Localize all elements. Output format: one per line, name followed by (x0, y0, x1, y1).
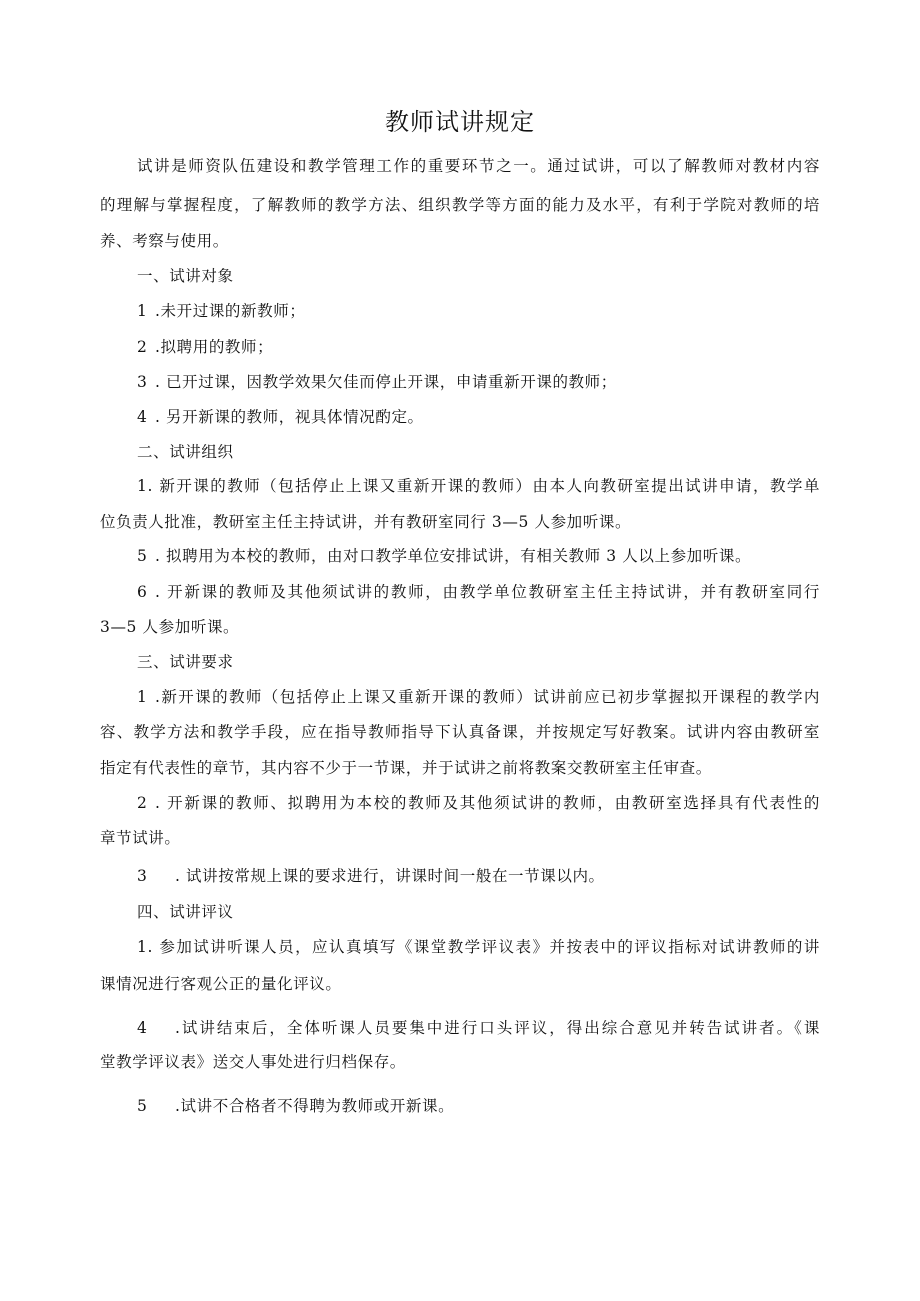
s3-item-1-line-2: 容、教学方法和教学手段，应在指导教师指导下认真备课，并按规定写好教案。试讲内容由教研室 (100, 723, 820, 741)
item-number: 1 (137, 688, 148, 706)
s2-item-3-line-2: 3—5 人参加听课。 (100, 618, 240, 636)
item-number: 6 (137, 583, 148, 601)
intro-line-1: 试讲是师资队伍建设和教学管理工作的重要环节之一。通过试讲，可以了解教师对教材内容 (137, 157, 820, 175)
item-text: . 开新课的教师及其他须试讲的教师，由教学单位教研室主任主持试讲，并有教研室同行 (155, 583, 820, 601)
s4-item-2-line-1 (137, 1016, 820, 1040)
s2-item-1-line-2: 位负责人批准，教研室主任主持试讲，并有教研室同行 3—5 人参加听课。 (100, 513, 632, 531)
item-text: .试讲结束后，全体听课人员要集中进行口头评议，得出综合意见并转告试讲者。《课 (175, 1019, 820, 1037)
item-text: .新开课的教师（包括停止上课又重新开课的教师）试讲前应已初步掌握拟开课程的教学内 (155, 688, 820, 706)
item-number: 3 (137, 373, 148, 391)
s3-item-1-line-3: 指定有代表性的章节，其内容不少于一节课，并于试讲之前将教案交教研室主任审查。 (100, 759, 712, 777)
item-text: . 试讲按常规上课的要求进行，讲课时间一般在一节课以内。 (175, 867, 605, 885)
s2-item-3-line-1 (137, 580, 820, 604)
item-number: 3 (137, 867, 148, 885)
s4-item-1-line-2: 课情况进行客观公正的量化评议。 (100, 975, 342, 993)
s4-item-3 (137, 1094, 454, 1118)
item-number: 4 (137, 408, 148, 426)
item-number: 5 (137, 1097, 148, 1115)
intro-line-2: 的理解与掌握程度，了解教师的教学方法、组织教学等方面的能力及水平，有利于学院对教师的培 (100, 196, 820, 214)
item-number: 4 (137, 1019, 148, 1037)
s3-item-2-line-2: 章节试讲。 (100, 829, 181, 847)
s1-item-2 (137, 335, 273, 359)
s4-item-2-line-2: 堂教学评议表》送交人事处进行归档保存。 (100, 1053, 406, 1071)
document-title: 教师试讲规定 (385, 108, 535, 136)
section-heading-1: 一、试讲对象 (137, 267, 234, 285)
s3-item-3 (137, 864, 605, 888)
s1-item-3 (137, 370, 617, 394)
s3-item-2-line-1 (137, 791, 820, 815)
section-heading-4: 四、试讲评议 (137, 903, 234, 921)
item-number: 2 (137, 338, 148, 356)
s4-item-1-line-1: 1. 参加试讲听课人员，应认真填写《课堂教学评议表》并按表中的评议指标对试讲教师的讲 (137, 938, 820, 956)
item-text: .拟聘用的教师； (155, 338, 274, 356)
item-text: . 开新课的教师、拟聘用为本校的教师及其他须试讲的教师，由教研室选择具有代表性的 (155, 794, 820, 812)
intro-line-3: 养、考察与使用。 (100, 232, 229, 250)
item-text: . 已开过课，因教学效果欠佳而停止开课，申请重新开课的教师； (155, 373, 617, 391)
item-number: 2 (137, 794, 148, 812)
section-heading-2: 二、试讲组织 (137, 443, 234, 461)
s1-item-4 (137, 405, 424, 429)
item-number: 5 (137, 547, 148, 565)
s2-item-2 (137, 544, 751, 568)
item-number: 1 (137, 302, 148, 320)
s1-item-1 (137, 299, 305, 323)
s3-item-1-line-1 (137, 685, 820, 709)
item-text: . 拟聘用为本校的教师，由对口教学单位安排试讲，有相关教师 3 人以上参加听课。 (155, 547, 752, 565)
item-text: .未开过课的新教师； (155, 302, 306, 320)
section-heading-3: 三、试讲要求 (137, 653, 234, 671)
item-text: .试讲不合格者不得聘为教师或开新课。 (175, 1097, 455, 1115)
item-text: . 另开新课的教师，视具体情况酌定。 (155, 408, 424, 426)
s2-item-1-line-1: 1. 新开课的教师（包括停止上课又重新开课的教师）由本人向教研室提出试讲申请，教学单 (137, 477, 820, 495)
